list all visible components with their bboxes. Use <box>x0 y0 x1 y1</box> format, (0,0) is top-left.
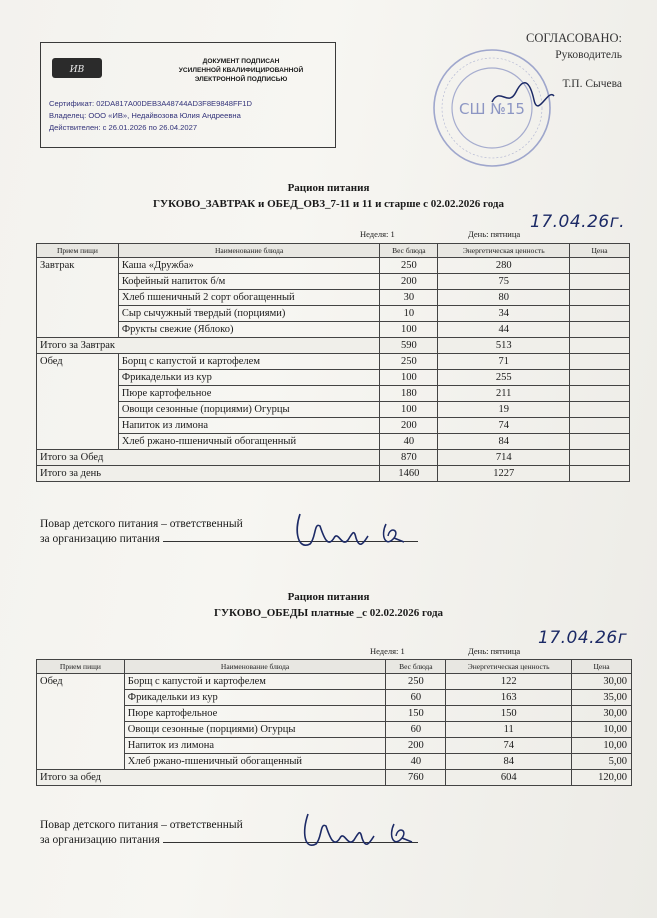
table-row <box>37 370 630 386</box>
total-row <box>37 770 632 786</box>
energy-cell: 74 <box>446 738 572 754</box>
total-label: Итого за обед <box>37 770 386 786</box>
energy-cell: 122 <box>446 674 572 690</box>
weight-cell: 150 <box>386 706 446 722</box>
col-energy: Энергетическая ценность <box>438 244 570 258</box>
weight-cell: 250 <box>386 674 446 690</box>
table-row <box>37 722 632 738</box>
price-cell: 30,00 <box>572 674 632 690</box>
approval-label: СОГЛАСОВАНО: <box>525 31 622 45</box>
dish-cell: Каша «Дружба» <box>118 258 380 274</box>
price-cell <box>570 274 630 290</box>
dish-cell: Хлеб пшеничный 2 сорт обогащенный <box>118 290 380 306</box>
price-cell: 10,00 <box>572 738 632 754</box>
weight-cell: 250 <box>380 354 438 370</box>
weight-cell: 200 <box>386 738 446 754</box>
dish-cell: Фрикадельки из кур <box>118 370 380 386</box>
dish-cell: Фрукты свежие (Яблоко) <box>118 322 380 338</box>
menu1-table <box>36 243 630 482</box>
table-row <box>37 274 630 290</box>
price-cell <box>570 354 630 370</box>
energy-cell: 75 <box>438 274 570 290</box>
table-row <box>37 386 630 402</box>
total-weight: 590 <box>380 338 438 354</box>
energy-cell: 255 <box>438 370 570 386</box>
total-energy: 604 <box>446 770 572 786</box>
total-price: 120,00 <box>572 770 632 786</box>
price-cell <box>570 370 630 386</box>
col-weight: Вес блюда <box>380 244 438 258</box>
col-energy: Энергетическая ценность <box>446 660 572 674</box>
total-weight: 760 <box>386 770 446 786</box>
menu2-table <box>36 659 632 786</box>
menu2-cook-signature <box>296 806 421 858</box>
day-total-row <box>37 466 630 482</box>
weight-cell: 250 <box>380 258 438 274</box>
col-price: Цена <box>570 244 630 258</box>
meal-cell: Обед <box>37 674 125 770</box>
meal-cell: Завтрак <box>37 258 119 338</box>
price-cell <box>570 402 630 418</box>
weight-cell: 10 <box>380 306 438 322</box>
menu2-cook-line: Повар детского питания – ответственный за организацию питания <box>40 818 418 848</box>
dish-cell: Фрикадельки из кур <box>124 690 386 706</box>
menu1-handwritten-date: 17.04.26г. <box>530 212 626 232</box>
certificate-line: Сертификат: 02DA817A00DEB3A48744AD3F8E9848FF1D <box>49 99 252 108</box>
table-row <box>37 754 632 770</box>
table-row <box>37 354 630 370</box>
weight-cell: 180 <box>380 386 438 402</box>
day-total-label: Итого за день <box>37 466 380 482</box>
table-row <box>37 290 630 306</box>
price-cell <box>570 322 630 338</box>
menu1-day: День: пятница <box>468 229 521 239</box>
energy-cell: 150 <box>446 706 572 722</box>
approval-position: Руководитель <box>555 49 622 61</box>
weight-cell: 200 <box>380 274 438 290</box>
col-dish: Наименование блюда <box>124 660 386 674</box>
total-row <box>37 338 630 354</box>
table-row <box>37 674 632 690</box>
owner-line: Владелец: ООО «ИВ», Недайвозова Юлия Андреевна <box>49 111 241 120</box>
dish-cell: Пюре картофельное <box>118 386 380 402</box>
energy-cell: 80 <box>438 290 570 306</box>
table-row <box>37 402 630 418</box>
col-meal: Прием пищи <box>37 660 125 674</box>
table-row <box>37 418 630 434</box>
price-cell <box>570 386 630 402</box>
dish-cell: Напиток из лимона <box>124 738 386 754</box>
menu2-title: Рацион питания ГУКОВО_ОБЕДЫ платные _с 02.02.2026 года <box>213 591 444 619</box>
weight-cell: 30 <box>380 290 438 306</box>
dish-cell: Борщ с капустой и картофелем <box>124 674 386 690</box>
price-cell: 10,00 <box>572 722 632 738</box>
total-label: Итого за Завтрак <box>37 338 380 354</box>
energy-cell: 163 <box>446 690 572 706</box>
menu2-header-row <box>37 660 632 674</box>
dish-cell: Овощи сезонные (порциями) Огурцы <box>124 722 386 738</box>
dish-cell: Хлеб ржано-пшеничный обогащенный <box>118 434 380 450</box>
total-row <box>37 450 630 466</box>
total-energy: 714 <box>438 450 570 466</box>
day-total-energy: 1227 <box>438 466 570 482</box>
weight-cell: 60 <box>386 690 446 706</box>
energy-cell: 19 <box>438 402 570 418</box>
weight-cell: 100 <box>380 322 438 338</box>
menu1-title: Рацион питания ГУКОВО_ЗАВТРАК и ОБЕД_ОВЗ_7-11 и 11 и старше с 02.02.2026 года <box>153 182 504 210</box>
price-cell: 30,00 <box>572 706 632 722</box>
day-total-price <box>570 466 630 482</box>
col-meal: Прием пищи <box>37 244 119 258</box>
validity-line: Действителен: с 26.01.2026 по 26.04.2027 <box>49 123 198 132</box>
energy-cell: 84 <box>438 434 570 450</box>
energy-cell: 84 <box>446 754 572 770</box>
weight-cell: 40 <box>386 754 446 770</box>
svg-text:ИВ: ИВ <box>69 65 85 75</box>
signature-header: ДОКУМЕНТ ПОДПИСАН УСИЛЕННОЙ КВАЛИФИЦИРОВАННОЙ ЭЛЕКТРОННОЙ ПОДПИСЬЮ <box>178 58 304 83</box>
energy-cell: 44 <box>438 322 570 338</box>
weight-cell: 100 <box>380 370 438 386</box>
energy-cell: 211 <box>438 386 570 402</box>
total-energy: 513 <box>438 338 570 354</box>
price-cell: 5,00 <box>572 754 632 770</box>
total-price <box>570 450 630 466</box>
total-price <box>570 338 630 354</box>
energy-cell: 34 <box>438 306 570 322</box>
weight-cell: 200 <box>380 418 438 434</box>
approval-name: Т.П. Сычева <box>562 78 622 90</box>
meal-cell: Обед <box>37 354 119 450</box>
table-row <box>37 434 630 450</box>
weight-cell: 40 <box>380 434 438 450</box>
table-row <box>37 690 632 706</box>
col-weight: Вес блюда <box>386 660 446 674</box>
menu1-week: Неделя: 1 <box>360 229 395 239</box>
price-cell <box>570 306 630 322</box>
menu1-cook-signature <box>290 508 415 556</box>
menu2-week: Неделя: 1 <box>370 646 405 656</box>
weight-cell: 100 <box>380 402 438 418</box>
table-row <box>37 258 630 274</box>
e-signature-box <box>40 42 336 148</box>
table-row <box>37 706 632 722</box>
menu2-handwritten-date: 17.04.26г <box>538 628 628 648</box>
dish-cell: Кофейный напиток б/м <box>118 274 380 290</box>
total-weight: 870 <box>380 450 438 466</box>
price-cell <box>570 418 630 434</box>
price-cell <box>570 290 630 306</box>
menu2-day: День: пятница <box>468 646 521 656</box>
dish-cell: Пюре картофельное <box>124 706 386 722</box>
table-row <box>37 322 630 338</box>
energy-cell: 11 <box>446 722 572 738</box>
total-label: Итого за Обед <box>37 450 380 466</box>
stamp-text: СШ №15 <box>459 100 525 118</box>
dish-cell: Напиток из лимона <box>118 418 380 434</box>
dish-cell: Борщ с капустой и картофелем <box>118 354 380 370</box>
energy-cell: 280 <box>438 258 570 274</box>
dish-cell: Сыр сычужный твердый (порциями) <box>118 306 380 322</box>
energy-cell: 74 <box>438 418 570 434</box>
col-price: Цена <box>572 660 632 674</box>
company-logo <box>51 55 103 81</box>
dish-cell: Хлеб ржано-пшеничный обогащенный <box>124 754 386 770</box>
col-dish: Наименование блюда <box>118 244 380 258</box>
dish-cell: Овощи сезонные (порциями) Огурцы <box>118 402 380 418</box>
day-total-weight: 1460 <box>380 466 438 482</box>
menu1-header-row <box>37 244 630 258</box>
table-row <box>37 738 632 754</box>
price-cell <box>570 258 630 274</box>
energy-cell: 71 <box>438 354 570 370</box>
price-cell: 35,00 <box>572 690 632 706</box>
price-cell <box>570 434 630 450</box>
approval-signature <box>488 78 558 112</box>
table-row <box>37 306 630 322</box>
weight-cell: 60 <box>386 722 446 738</box>
menu1-cook-line: Повар детского питания – ответственный за организацию питания <box>40 517 418 547</box>
